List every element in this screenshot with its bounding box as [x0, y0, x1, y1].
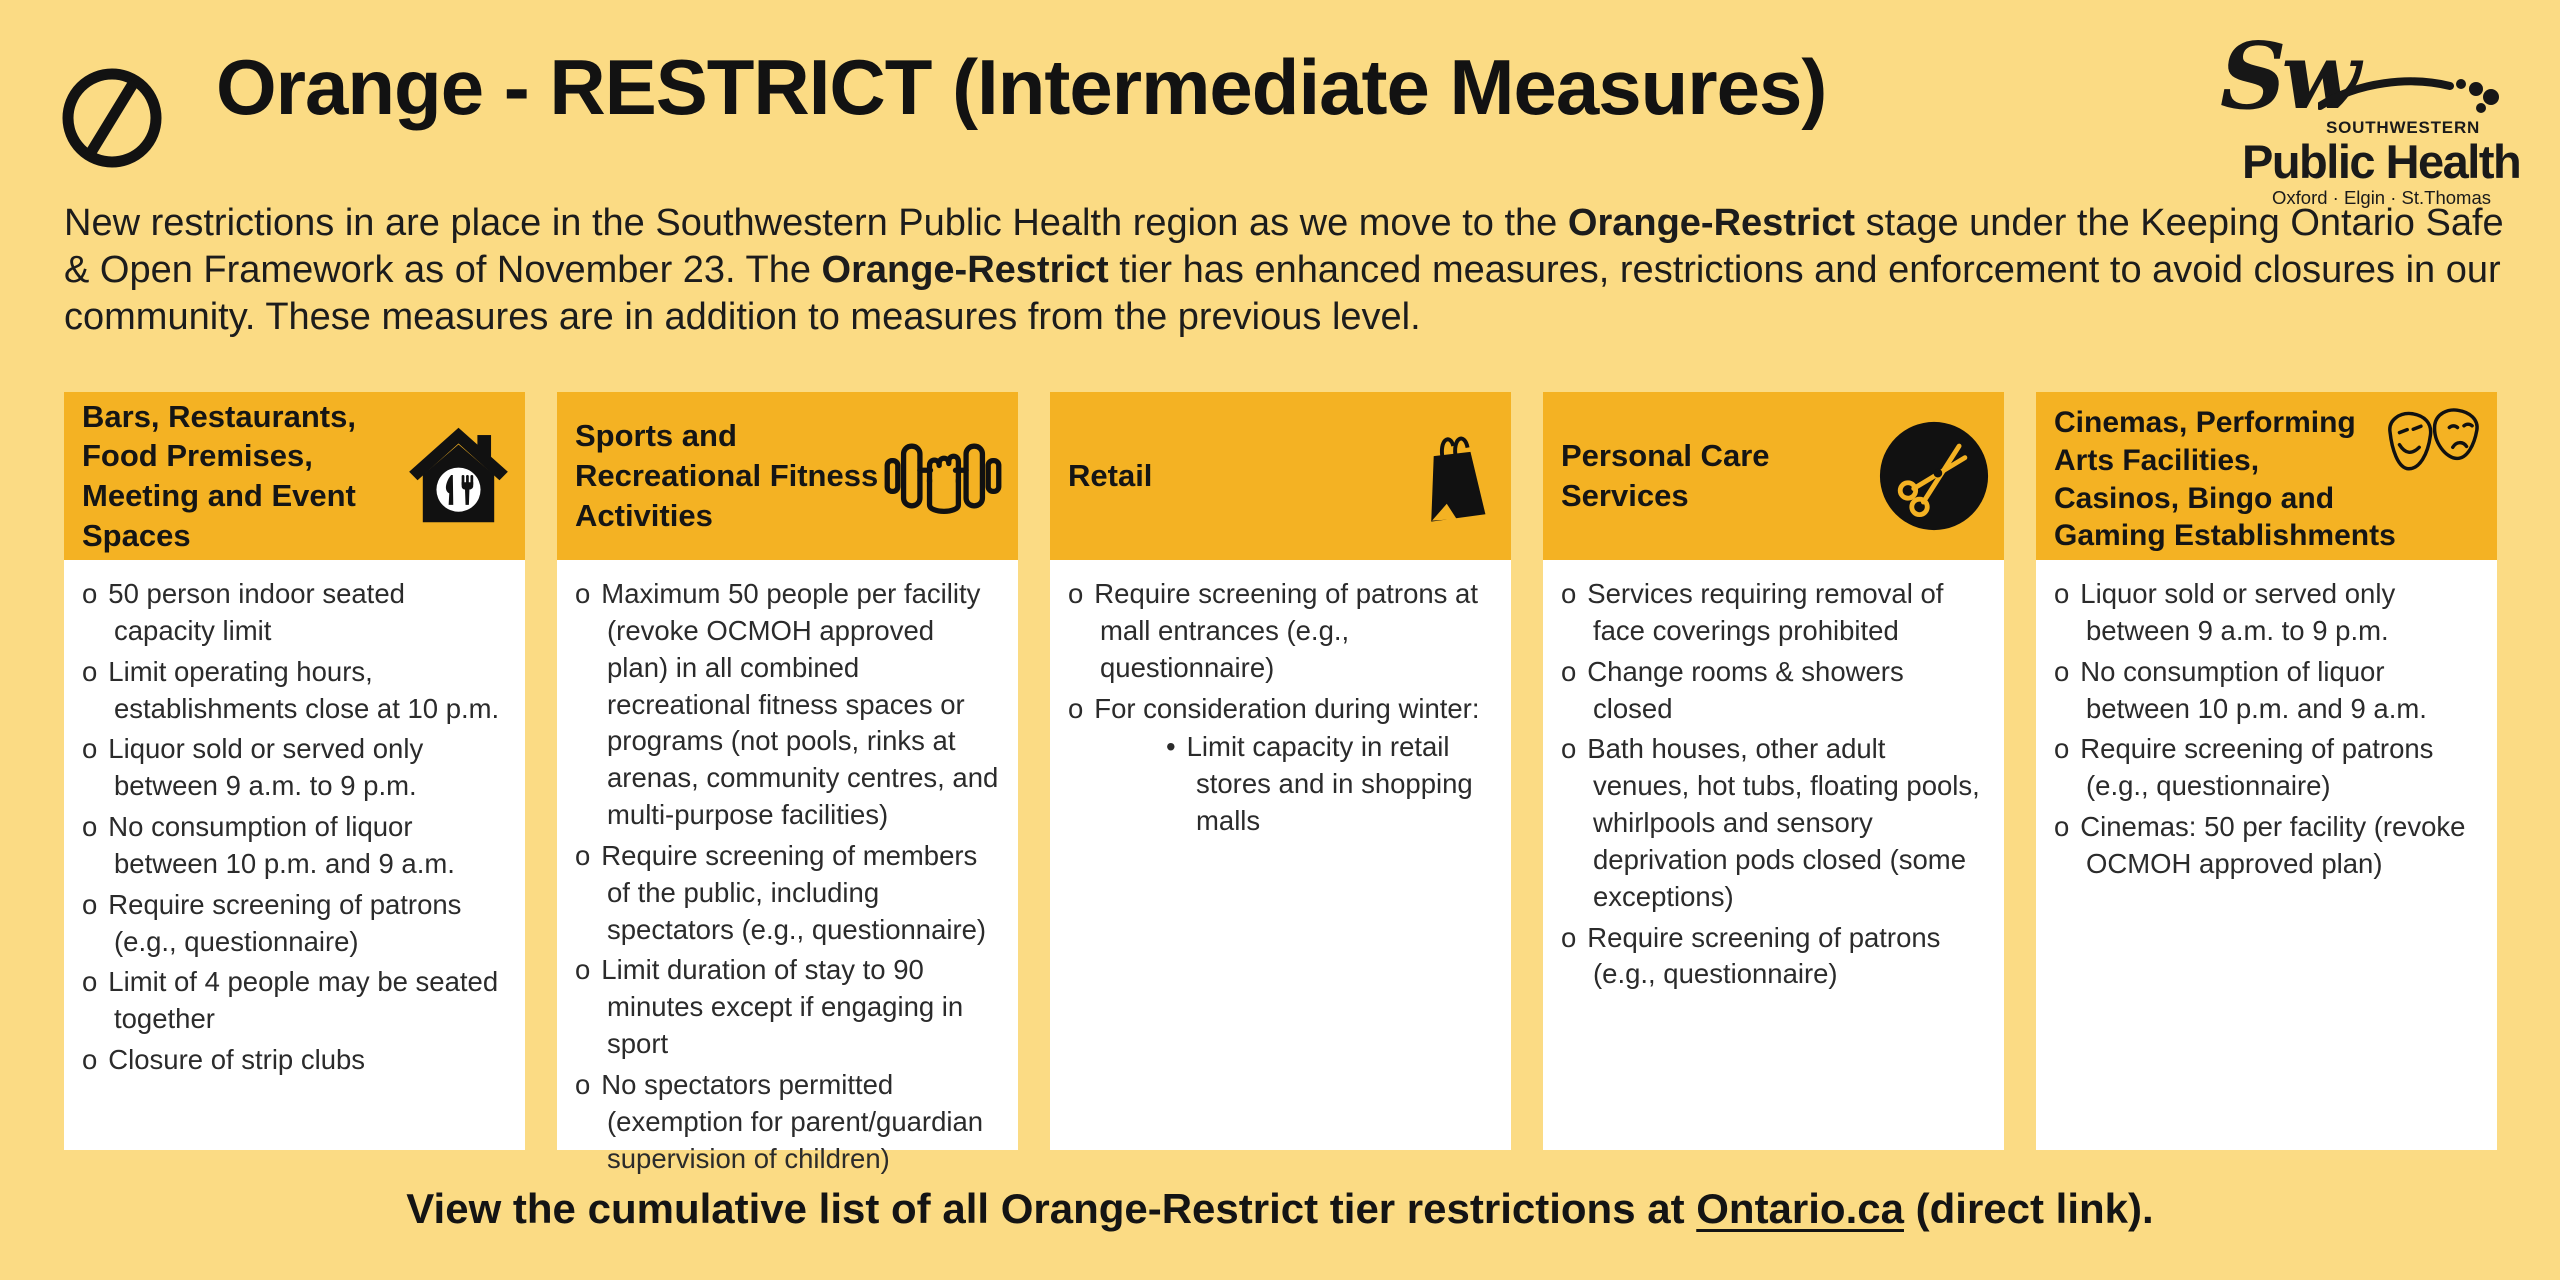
page-title: Orange - RESTRICT (Intermediate Measures): [216, 43, 1827, 131]
dumbbell-icon: [882, 426, 1004, 526]
restriction-text: Require screening of members of the public, including spectators (e.g., questionnaire): [601, 839, 987, 945]
restriction-item: [1068, 691, 1493, 840]
restriction-item: [1561, 576, 1986, 650]
bullet-marker: o: [2054, 578, 2070, 609]
restriction-item: [82, 654, 507, 728]
restriction-item: [1561, 920, 1986, 994]
restriction-item: [575, 952, 1000, 1063]
restriction-text: Services requiring removal of face coverings prohibited: [1587, 578, 1944, 646]
bullet-marker: o: [82, 888, 98, 920]
bullet-marker: o: [1561, 578, 1577, 609]
logo-southwestern-label: SOUTHWESTERN: [2326, 118, 2481, 137]
restriction-item: [82, 1042, 507, 1079]
card-cinemas-gaming: [2036, 392, 2497, 1150]
card-restrictions-list: [1543, 560, 2004, 1150]
footer-text: (direct link).: [1903, 1185, 2154, 1232]
scissors-icon: [1878, 420, 1990, 532]
restriction-text: Liquor sold or served only between 9 a.m. to 9 p.m.: [108, 733, 424, 802]
restriction-text: For consideration during winter:: [1094, 692, 1480, 724]
card-personal-care: [1543, 392, 2004, 1150]
bullet-marker: o: [1561, 655, 1577, 687]
shopping-bag-icon: [1409, 420, 1497, 532]
restriction-item: [575, 576, 1000, 834]
logo-swoosh: [2318, 70, 2502, 116]
restriction-item: [82, 964, 507, 1038]
restriction-text: Limit capacity in retail stores and in shopping malls: [1186, 731, 1473, 837]
footer-text: View the cumulative list of all Orange-Restrict tier restrictions at: [406, 1185, 1697, 1232]
restriction-text: No spectators permitted (exemption for parent/guardian supervision of children): [601, 1068, 984, 1174]
intro-text: stage under the Keeping Ontario Safe & Open Framework as of November 23. The: [64, 202, 2504, 292]
restriction-text: Liquor sold or served only between 9 a.m. to 9 p.m.: [2080, 578, 2396, 646]
intro-text: tier has enhanced measures, restrictions and enforcement to avoid closures in our community. These measures are in addition to measures from the previous level.: [64, 249, 2501, 339]
footer-note: [0, 1185, 2560, 1233]
restriction-item: [82, 731, 507, 805]
intro-text: New restrictions in are place in the Southwestern Public Health region as we move to the: [64, 202, 1568, 244]
card-restrictions-list: [64, 560, 525, 1150]
card-title: Bars, Restaurants, Food Premises, Meeting and Event Spaces: [82, 398, 356, 553]
card-title: Personal Care Services: [1561, 438, 1770, 513]
swph-logo: [2220, 22, 2521, 214]
sub-list: [1100, 729, 1493, 840]
theater-masks-icon: [2381, 406, 2485, 492]
card-restrictions-list: [2036, 560, 2497, 1150]
restriction-text: Cinemas: 50 per facility (revoke OCMOH approved plan): [2080, 811, 2466, 879]
logo-regions-label: Oxford · Elgin · St.Thomas: [2272, 187, 2491, 208]
bullet-marker: o: [575, 1068, 591, 1100]
page-header: [60, 22, 2521, 216]
bullet-marker: o: [1068, 578, 1084, 609]
card-header: [557, 392, 1018, 560]
restriction-text: Closure of strip clubs: [108, 1044, 366, 1076]
restriction-item: [575, 1067, 1000, 1178]
restriction-text: Require screening of patrons at mall entrances (e.g., questionnaire): [1094, 578, 1478, 683]
bullet-marker: o: [2054, 733, 2070, 765]
restriction-text: Limit duration of stay to 90 minutes except if engaging in sport: [601, 954, 964, 1060]
restriction-text: Change rooms & showers closed: [1587, 655, 1904, 724]
bullet-marker: o: [2054, 811, 2070, 843]
intro-bold: Orange-Restrict: [1567, 202, 1856, 244]
bullet-marker: o: [82, 578, 98, 609]
intro-bold: Orange-Restrict: [821, 249, 1109, 292]
bullet-marker: o: [1561, 921, 1577, 953]
card-retail: [1050, 392, 1511, 1150]
restriction-item: [1068, 576, 1493, 687]
restriction-text: Bath houses, other adult venues, hot tubs, floating pools, whirlpools and sensory deprivation pods closed (some exceptions): [1587, 733, 1980, 912]
restriction-item: [82, 576, 507, 650]
restriction-item: [82, 809, 507, 883]
restriction-text: No consumption of liquor between 10 p.m. and 9 a.m.: [2080, 655, 2427, 724]
restriction-text: Maximum 50 people per facility (revoke OCMOH approved plan) in all combined recreational fitness spaces or programs (not pools, rinks at arenas, community centres, and multi-purpose facilities): [601, 578, 999, 831]
card-restrictions-list: [1050, 560, 1511, 1150]
restriction-item: [1561, 654, 1986, 728]
card-header: [2036, 392, 2497, 560]
card-header: [1543, 392, 2004, 560]
bullet-marker: o: [575, 578, 591, 609]
restriction-text: Require screening of patrons (e.g., questionnaire): [108, 888, 462, 957]
card-title: Cinemas, Performing Arts Facilities, Casinos, Bingo and Gaming Establishments: [2054, 406, 2396, 553]
restriction-text: No consumption of liquor between 10 p.m. and 9 a.m.: [108, 811, 455, 879]
restriction-item: [2054, 809, 2479, 883]
bullet-marker: o: [82, 655, 98, 687]
sub-bullet-marker: •: [1166, 731, 1176, 763]
bullet-marker: o: [575, 839, 591, 871]
bullet-marker: o: [82, 966, 98, 998]
restriction-item: [575, 838, 1000, 949]
card-header: [64, 392, 525, 560]
category-cards: [64, 392, 2497, 1174]
restriction-text: Require screening of patrons (e.g., questionnaire): [1587, 921, 1941, 990]
bullet-marker: o: [82, 1044, 98, 1076]
bullet-marker: o: [2054, 655, 2070, 687]
card-title: Retail: [1068, 458, 1153, 494]
house-utensils-icon: [406, 424, 511, 529]
restriction-item: [1561, 731, 1986, 915]
card-restrictions-list: [557, 560, 1018, 1174]
bullet-marker: o: [82, 811, 98, 843]
ontario-ca-link[interactable]: Ontario.ca: [1696, 1185, 1904, 1232]
restriction-text: Limit operating hours, establishments close at 10 p.m.: [108, 655, 500, 724]
card-title: Sports and Recreational Fitness Activities: [575, 418, 879, 533]
restriction-item: [2054, 731, 2479, 805]
bullet-marker: o: [575, 954, 591, 986]
bullet-marker: o: [1561, 733, 1577, 765]
card-bars-restaurants: [64, 392, 525, 1150]
restriction-text: Require screening of patrons (e.g., questionnaire): [2080, 733, 2434, 802]
restriction-text: Limit of 4 people may be seated together: [108, 966, 499, 1035]
intro-paragraph: [64, 200, 2506, 341]
restriction-item: [2054, 654, 2479, 728]
restriction-subitem: [1166, 729, 1493, 840]
bullet-marker: o: [1068, 692, 1084, 724]
logo-public-health-label: Public Health: [2242, 135, 2521, 188]
bullet-marker: o: [82, 733, 98, 765]
restriction-item: [2054, 576, 2479, 650]
card-header: [1050, 392, 1511, 560]
prohibition-icon: [60, 66, 164, 170]
restriction-item: [82, 887, 507, 961]
restriction-text: 50 person indoor seated capacity limit: [108, 578, 405, 646]
logo-monogram: Sw: [2220, 22, 2356, 130]
card-sports-fitness: [557, 392, 1018, 1174]
